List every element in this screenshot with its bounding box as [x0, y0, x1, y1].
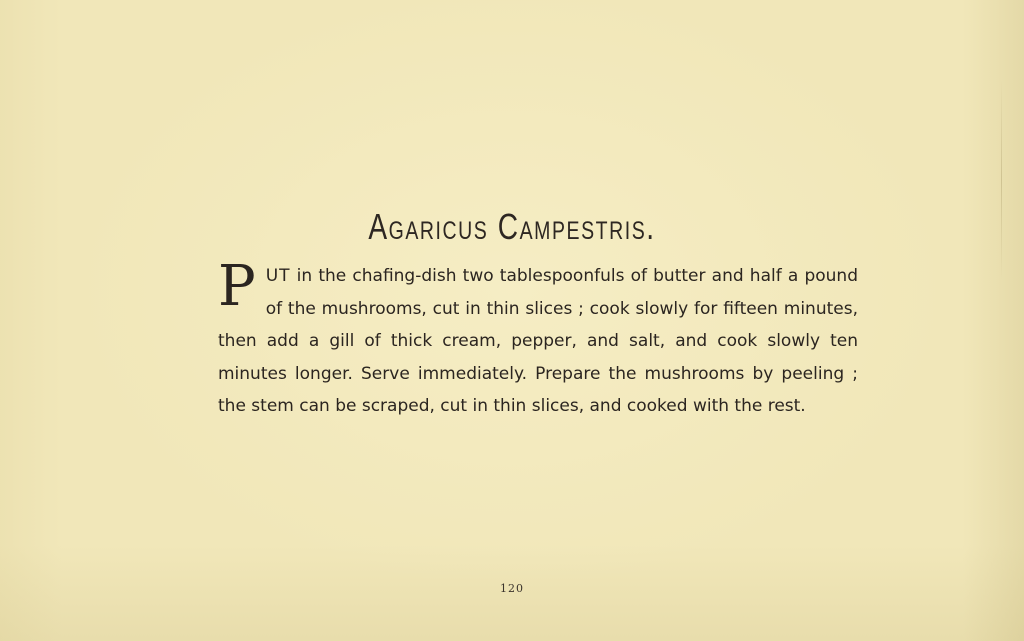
recipe-paragraph [218, 254, 858, 423]
lead-caps: UT [265, 266, 291, 286]
page-fold-line [1001, 80, 1002, 280]
drop-cap: P [218, 254, 256, 319]
page-title: Agaricus Campestris. [368, 206, 656, 247]
page-number: 120 [500, 582, 524, 595]
paragraph-text: in the chafing-dish two tablespoonfuls of butter and half a pound of the mushrooms, cut in thin slices ; cook slowly for fifteen minutes, then add a gill of thick cream, pepper, and salt, and cook slowly ten minutes longer. Serve immediately. Prepare the mushrooms by peeling ; the stem can be scraped, cut in thin slices, and cooked with the rest. [218, 266, 858, 416]
